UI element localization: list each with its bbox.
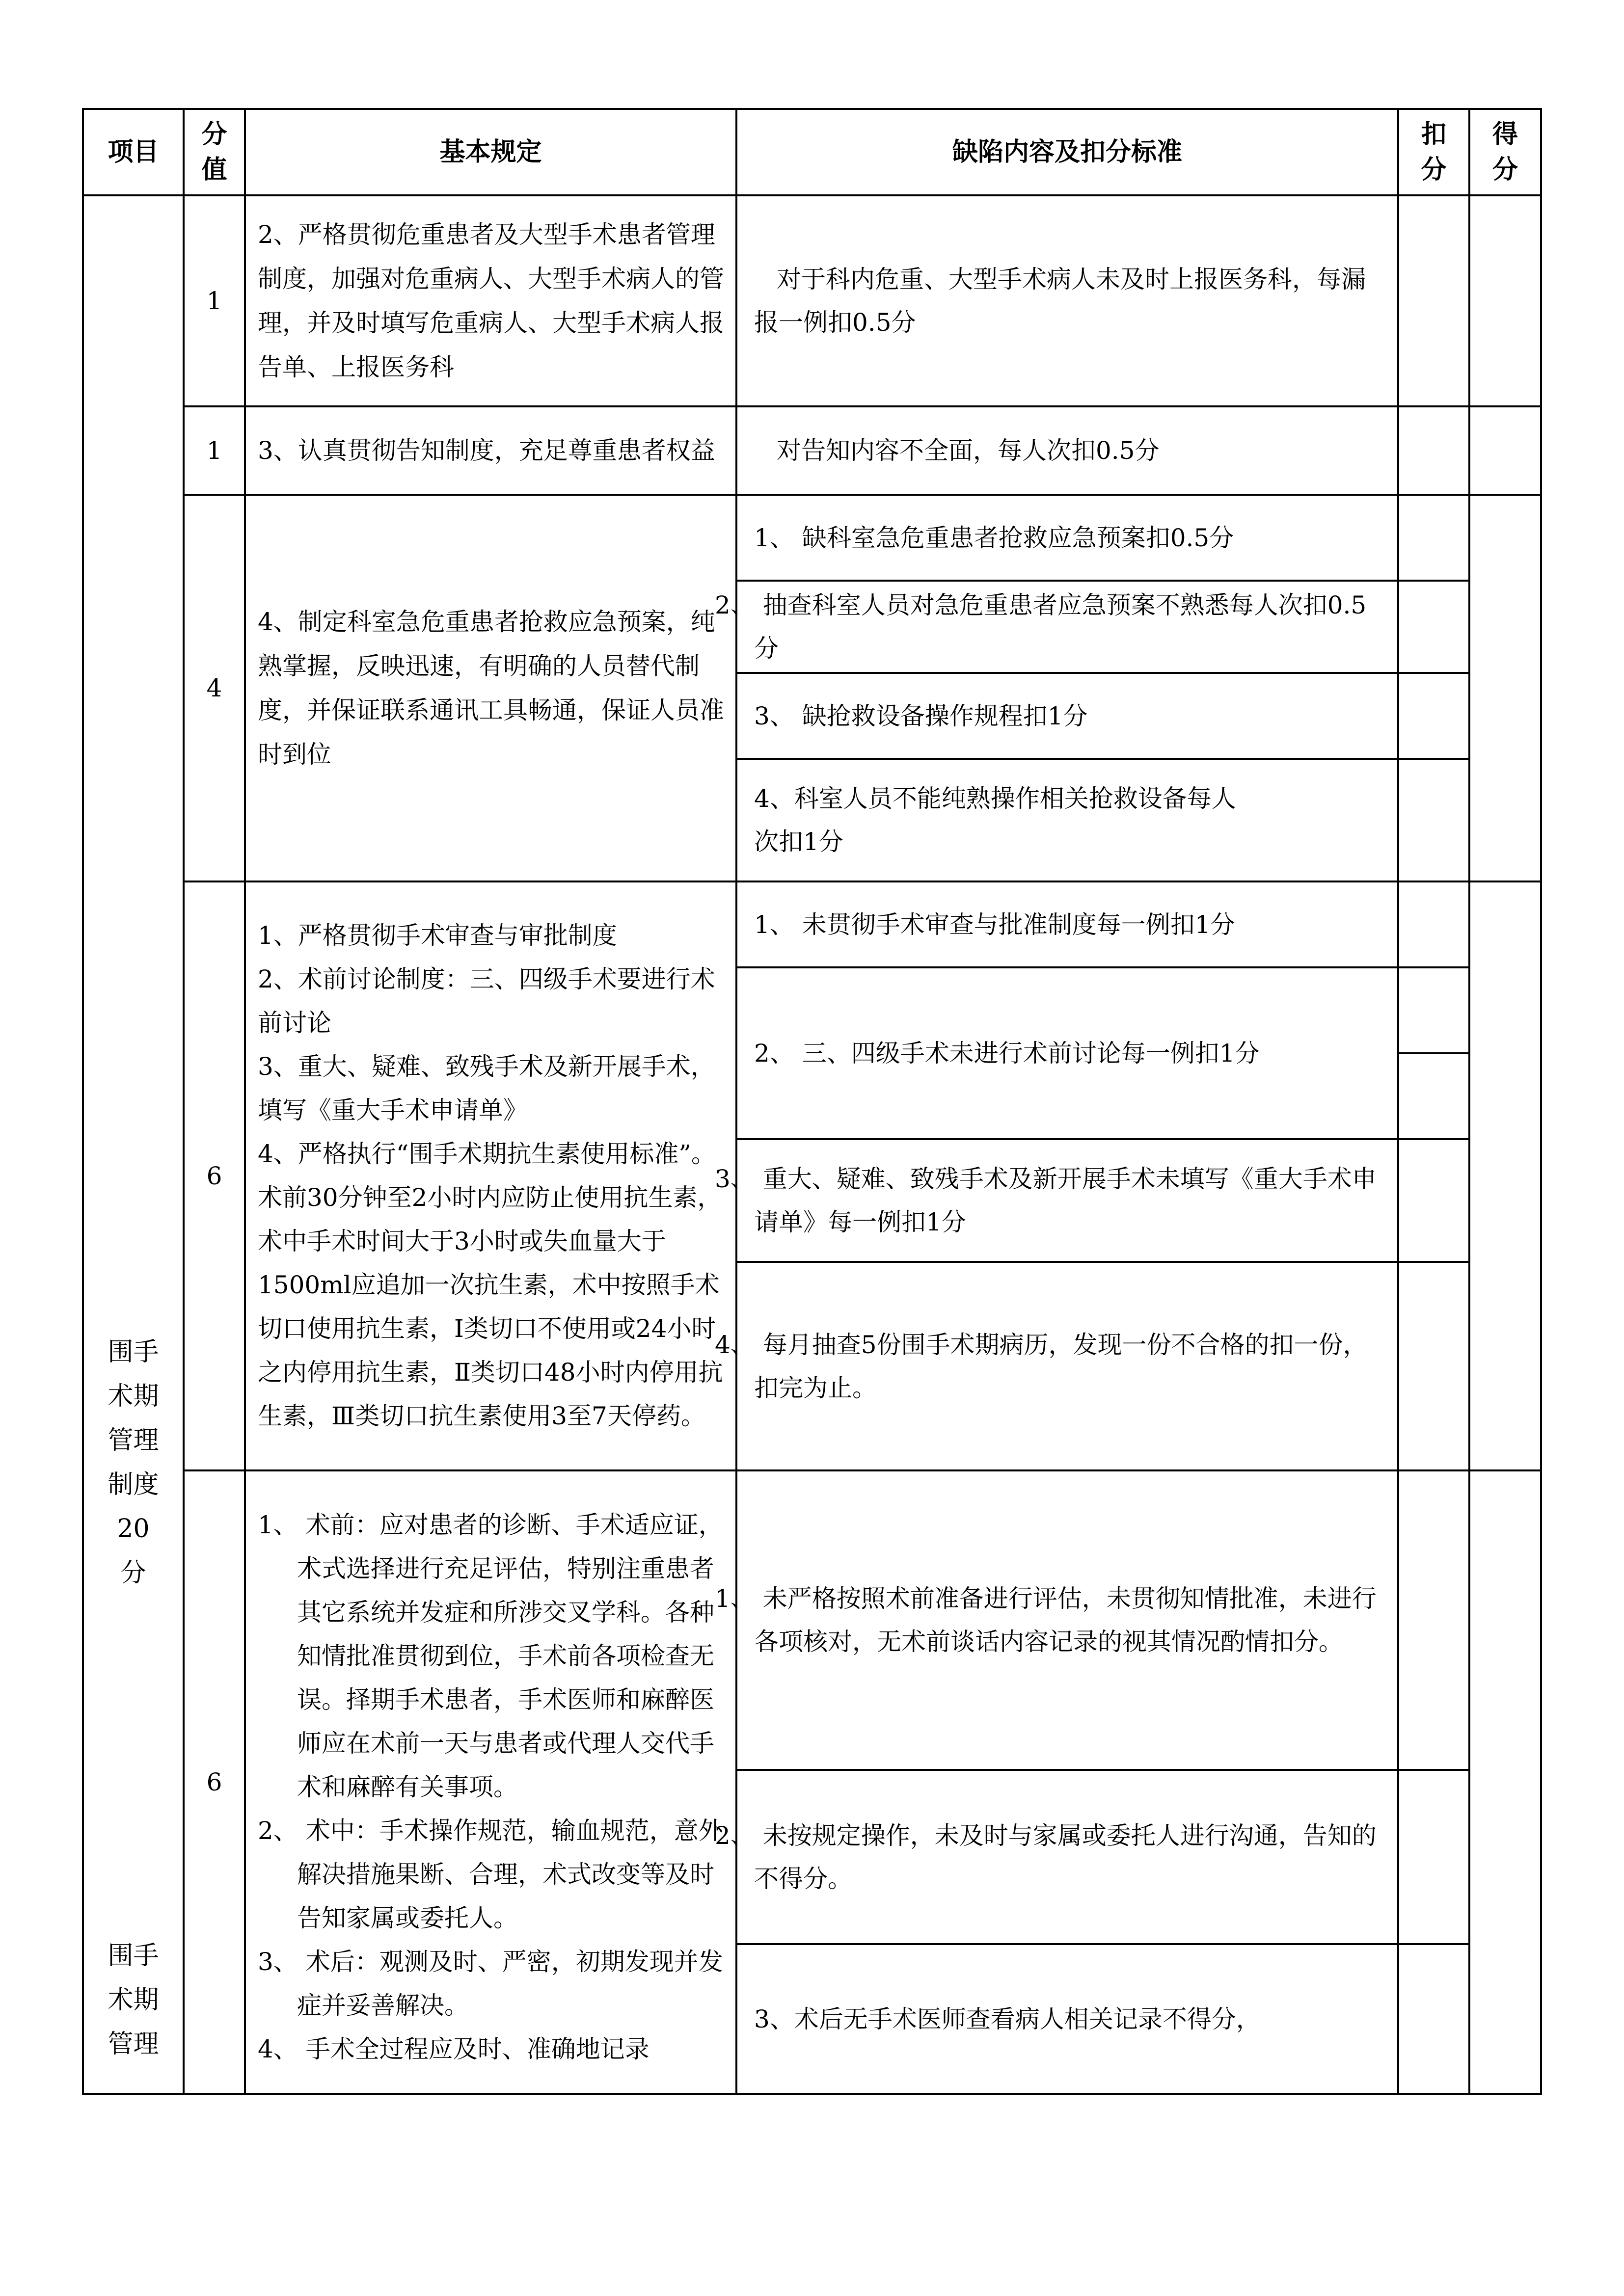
- get-cell[interactable]: [1469, 495, 1541, 881]
- header-item: 项目: [83, 109, 184, 195]
- deduct-cell[interactable]: [1398, 1944, 1469, 2094]
- score-cell: 6: [184, 1470, 245, 2094]
- get-cell[interactable]: [1469, 881, 1541, 1470]
- score-cell: 4: [184, 495, 245, 881]
- deduct-cell[interactable]: [1398, 406, 1469, 495]
- rule-cell: 2、严格贯彻危重患者及大型手术患者管理制度，加强对危重病人、大型手术病人的管理，并及时填写危重病人、大型手术病人报告单、上报医务科: [245, 195, 736, 406]
- category-column: [83, 195, 184, 2094]
- deduct-cell[interactable]: [1398, 759, 1469, 881]
- criteria-cell: 2、 三、四级手术未进行术前讨论每一例扣1分: [736, 967, 1398, 1139]
- criteria-cell: 1、 未严格按照术前准备进行评估，未贯彻知情批准，未进行各项核对，无术前谈话内容记录的视其情况酌情扣分。: [736, 1470, 1398, 1770]
- table-row: [83, 195, 1541, 406]
- rule-cell: 3、认真贯彻告知制度，充足尊重患者权益: [245, 406, 736, 495]
- score-cell: 1: [184, 195, 245, 406]
- criteria-cell: 对于科内危重、大型手术病人未及时上报医务科，每漏报一例扣0.5分: [736, 195, 1398, 406]
- criteria-cell: 1、 未贯彻手术审查与批准制度每一例扣1分: [736, 881, 1398, 967]
- header-get: 得分: [1469, 109, 1541, 195]
- table-row: [83, 495, 1541, 581]
- assessment-table: [82, 108, 1542, 2095]
- deduct-cell[interactable]: [1398, 195, 1469, 406]
- deduct-cell[interactable]: [1398, 881, 1469, 967]
- criteria-cell: 4、科室人员不能纯熟操作相关抢救设备每人次扣1分: [736, 759, 1398, 881]
- header-rules: 基本规定: [245, 109, 736, 195]
- score-cell: 1: [184, 406, 245, 495]
- header-deduct: 扣分: [1398, 109, 1469, 195]
- deduct-cell[interactable]: [1398, 1053, 1469, 1139]
- deduct-cell[interactable]: [1398, 1470, 1469, 1770]
- header-score: 分值: [184, 109, 245, 195]
- category-label-2: 围手术期管理: [108, 1941, 159, 2059]
- category-label-1: 围手术期管理制度20分: [108, 1337, 159, 1588]
- deduct-cell[interactable]: [1398, 673, 1469, 759]
- rule-cell: 1、严格贯彻手术审查与审批制度 2、术前讨论制度：三、四级手术要进行术前讨论 3、重大、疑难、致残手术及新开展手术，填写《重大手术申请单》 4、严格执行“围手术期抗生素使用标准”。术前30分钟至2小时内应防止使用抗生素，术中手术时间大于3小时或失血量大于1500ml应追加一次抗生素，术中按照手术切口使用抗生素，Ⅰ类切口不使用或24小时之内停用抗生素，Ⅱ类切口48小时内停用抗生素，Ⅲ类切口抗生素使用3至7天停药。: [245, 881, 736, 1470]
- deduct-cell[interactable]: [1398, 1139, 1469, 1262]
- deduct-cell[interactable]: [1398, 1262, 1469, 1470]
- table-row: [83, 406, 1541, 495]
- deduct-cell[interactable]: [1398, 967, 1469, 1053]
- header-row: [83, 109, 1541, 195]
- get-cell[interactable]: [1469, 406, 1541, 495]
- criteria-cell: 1、 缺科室急危重患者抢救应急预案扣0.5分: [736, 495, 1398, 581]
- criteria-cell: 3、术后无手术医师查看病人相关记录不得分，: [736, 1944, 1398, 2094]
- criteria-cell: 2、 抽查科室人员对急危重患者应急预案不熟悉每人次扣0.5分: [736, 581, 1398, 673]
- get-cell[interactable]: [1469, 1470, 1541, 2094]
- deduct-cell[interactable]: [1398, 495, 1469, 581]
- table-row: [83, 1470, 1541, 1770]
- criteria-cell: 3、 缺抢救设备操作规程扣1分: [736, 673, 1398, 759]
- score-cell: 6: [184, 881, 245, 1470]
- rule-cell: 4、制定科室急危重患者抢救应急预案，纯熟掌握，反映迅速，有明确的人员替代制度，并保证联系通讯工具畅通，保证人员准时到位: [245, 495, 736, 881]
- rule-cell: 1、 术前：应对患者的诊断、手术适应证，术式选择进行充足评估，特别注重患者其它系统并发症和所涉交叉学科。各种知情批准贯彻到位，手术前各项检查无误。择期手术患者，手术医师和麻醉医师应在术前一天与患者或代理人交代手术和麻醉有关事项。 2、 术中：手术操作规范，输血规范，意外解决措施果断、合理，术式改变等及时告知家属或委托人。 3、 术后：观测及时、严密，初期发现并发症并妥善解决。 4、 手术全过程应及时、准确地记录: [245, 1470, 736, 2094]
- criteria-cell: 4、 每月抽查5份围手术期病历，发现一份不合格的扣一份，扣完为止。: [736, 1262, 1398, 1470]
- deduct-cell[interactable]: [1398, 1770, 1469, 1944]
- criteria-cell: 2、 未按规定操作，未及时与家属或委托人进行沟通，告知的不得分。: [736, 1770, 1398, 1944]
- criteria-cell: 对告知内容不全面，每人次扣0.5分: [736, 406, 1398, 495]
- header-criteria: 缺陷内容及扣分标准: [736, 109, 1398, 195]
- criteria-cell: 3、 重大、疑难、致残手术及新开展手术未填写《重大手术申请单》每一例扣1分: [736, 1139, 1398, 1262]
- get-cell[interactable]: [1469, 195, 1541, 406]
- table-row: [83, 881, 1541, 967]
- deduct-cell[interactable]: [1398, 581, 1469, 673]
